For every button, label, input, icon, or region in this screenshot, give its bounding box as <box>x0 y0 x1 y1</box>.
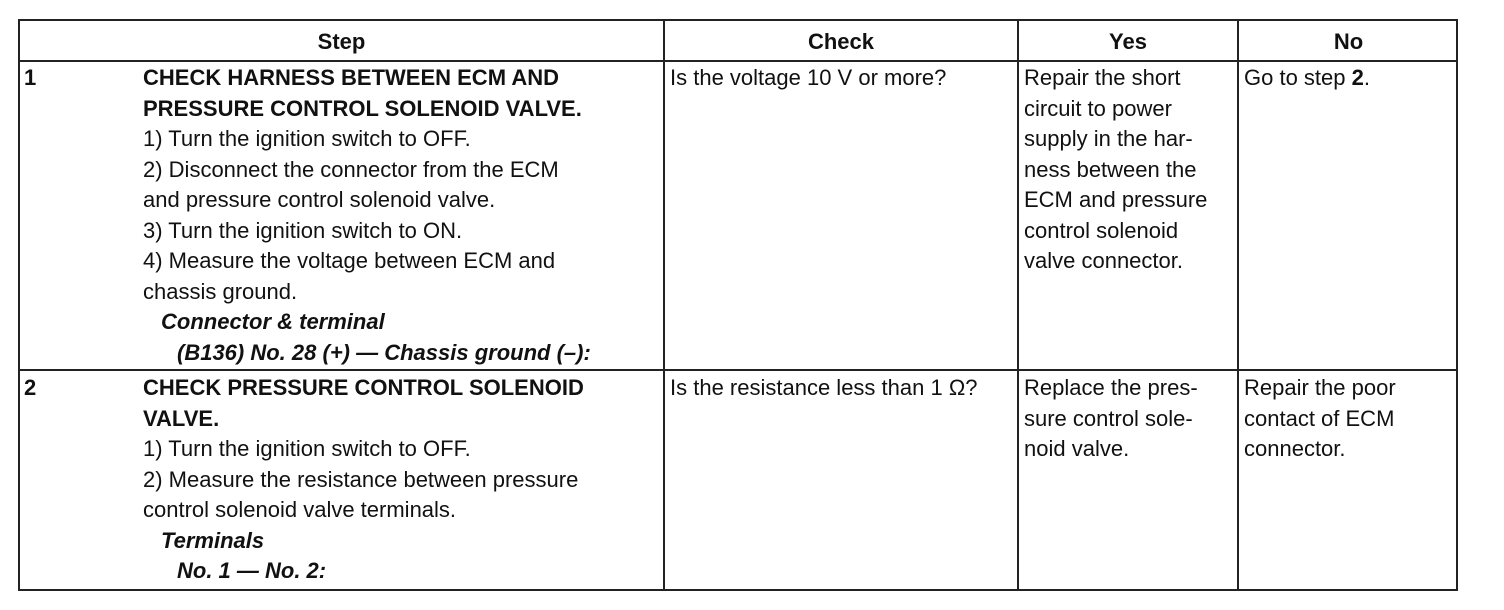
header-yes: Yes <box>1109 28 1147 54</box>
yes-action <box>1024 373 1236 465</box>
yes-line: ness between the <box>1024 156 1197 182</box>
yes-line: ECM and pressure <box>1024 187 1208 212</box>
step-title: PRESSURE CONTROL SOLENOID VALVE. <box>143 95 582 121</box>
header-check: Check <box>807 28 875 54</box>
instruction-line: and pressure control solenoid valve. <box>143 187 496 212</box>
check-question: Is the resistance less than 1 Ω? <box>670 375 978 400</box>
yes-line: sure control sole- <box>1024 405 1193 431</box>
column-divider <box>1237 21 1239 589</box>
column-divider <box>1017 21 1019 589</box>
spec-label: Terminals <box>161 527 265 553</box>
spec-value: No. 1 — No. 2: <box>177 558 327 583</box>
spec-label: Connector & terminal <box>161 309 385 334</box>
step-title: CHECK HARNESS BETWEEN ECM AND <box>143 65 559 90</box>
no-action <box>1244 373 1456 465</box>
no-line: Repair the poor <box>1244 375 1396 400</box>
step-title: CHECK PRESSURE CONTROL SOLENOID <box>143 375 584 400</box>
instruction-line: 1) Turn the ignition switch to OFF. <box>143 126 471 151</box>
check-question: Is the voltage 10 V or more? <box>670 65 947 90</box>
no-line: contact of ECM <box>1244 405 1395 431</box>
yes-line: control solenoid <box>1024 217 1179 243</box>
step-number: 2 <box>24 375 37 400</box>
spec-value: (B136) No. 28 (+) — Chassis ground (–): <box>177 339 591 365</box>
no-prefix: Go to step <box>1244 65 1352 90</box>
instruction-line: 4) Measure the voltage between ECM and <box>143 248 556 273</box>
yes-action <box>1024 63 1236 277</box>
no-step-ref: 2 <box>1351 65 1364 90</box>
header-step: Step <box>317 28 366 54</box>
yes-line: Replace the pres- <box>1024 375 1198 400</box>
step-number: 1 <box>24 65 37 90</box>
step-title: VALVE. <box>143 405 220 431</box>
yes-line: Repair the short <box>1024 65 1181 90</box>
diagnostic-table <box>18 19 1458 591</box>
step-description <box>143 373 658 587</box>
instruction-line: 3) Turn the ignition switch to ON. <box>143 217 463 243</box>
no-suffix: . <box>1363 65 1370 90</box>
step-description <box>143 63 658 368</box>
column-divider <box>663 21 665 589</box>
yes-line: valve connector. <box>1024 248 1183 273</box>
header-no: No <box>1333 28 1364 54</box>
row-divider <box>20 369 1456 371</box>
yes-line: noid valve. <box>1024 436 1130 461</box>
no-action <box>1244 63 1456 94</box>
instruction-line: chassis ground. <box>143 278 298 304</box>
instruction-line: 1) Turn the ignition switch to OFF. <box>143 436 471 461</box>
no-line: connector. <box>1244 436 1346 461</box>
yes-line: supply in the har- <box>1024 126 1193 151</box>
instruction-line: 2) Disconnect the connector from the ECM <box>143 156 559 182</box>
instruction-line: control solenoid valve terminals. <box>143 497 457 522</box>
yes-line: circuit to power <box>1024 95 1172 121</box>
instruction-line: 2) Measure the resistance between pressure <box>143 466 579 492</box>
